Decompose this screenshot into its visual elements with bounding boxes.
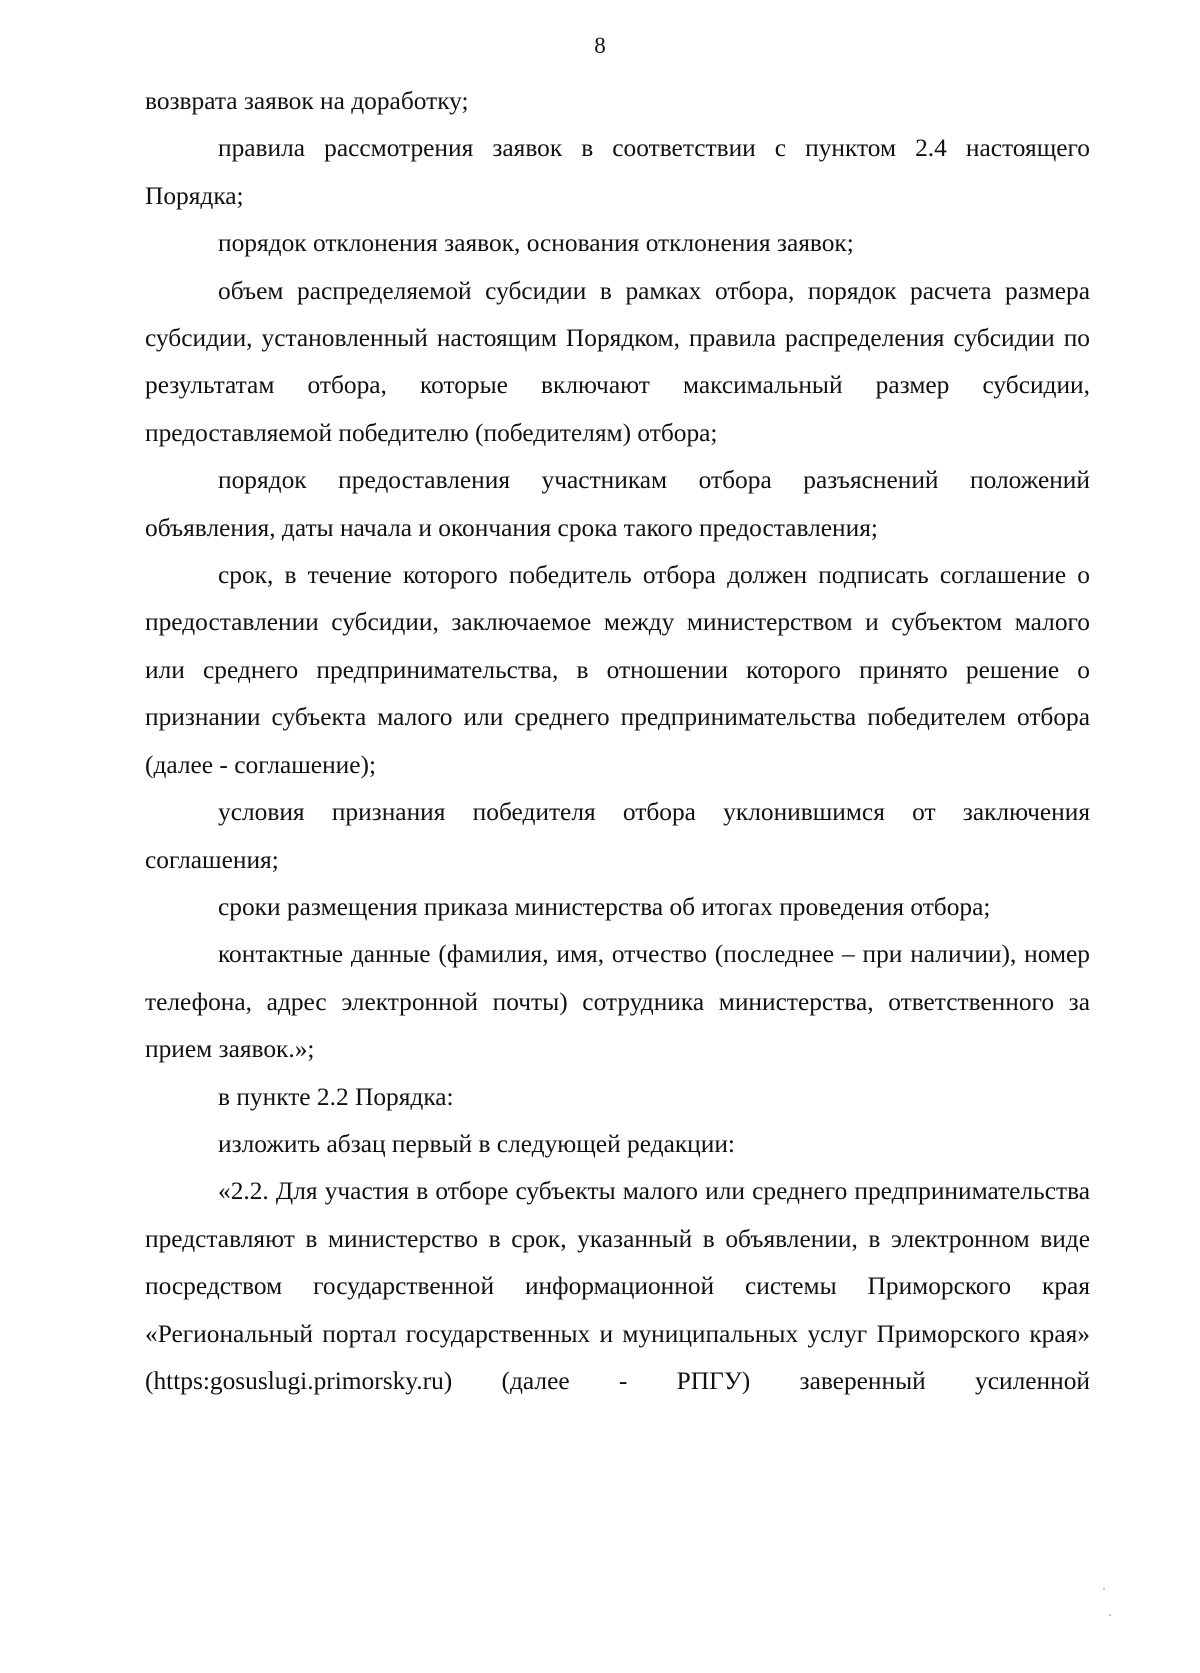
paragraph: изложить абзац первый в следующей редакции: bbox=[218, 1129, 735, 1158]
paragraph: сроки размещения приказа министерства об итогах проведения отбора; bbox=[218, 892, 991, 921]
paragraph: срок, в течение которого победитель отбора должен подписать соглашение о предоставлении субсидии, заключаемое между министерством и субъектом малого или среднего предпринимательства, в отношении которого принято решение о признании субъекта малого или среднего предпринимательства победителем отбора (далее - соглашение); bbox=[145, 561, 1090, 779]
scan-speck bbox=[1103, 1588, 1105, 1590]
paragraph: порядок отклонения заявок, основания отклонения заявок; bbox=[218, 229, 854, 258]
scan-speck bbox=[1109, 1614, 1111, 1616]
document-body bbox=[145, 78, 1090, 1405]
paragraph: условия признания победителя отбора уклонившимся от заключения соглашения; bbox=[145, 798, 1090, 874]
paragraph: порядок предоставления участникам отбора разъяснений положений объявления, даты начала и окончания срока такого предоставления; bbox=[145, 466, 1090, 542]
paragraph: контактные данные (фамилия, имя, отчество (последнее – при наличии), номер телефона, адрес электронной почты) сотрудника министерства, ответственного за прием заявок.»; bbox=[145, 940, 1090, 1064]
paragraph: возврата заявок на доработку; bbox=[145, 87, 469, 115]
paragraph: «2.2. Для участия в отборе субъекты малого или среднего предпринимательства представляют в министерство в срок, указанный в объявлении, в электронном виде посредством государственной информационной системы Приморского края «Региональный портал государственных и муниципальных услуг Приморского края» (https:gosuslugi.primorsky.ru) (далее - РПГУ) заверенный усиленной bbox=[145, 1177, 1090, 1395]
paragraph: в пункте 2.2 Порядка: bbox=[218, 1082, 454, 1111]
page-number: 8 bbox=[594, 33, 606, 58]
paragraph: объем распределяемой субсидии в рамках отбора, порядок расчета размера субсидии, установленный настоящим Порядком, правила распределения субсидии по результатам отбора, которые включают максимальный размер субсидии, предоставляемой победителю (победителям) отбора; bbox=[145, 276, 1090, 447]
paragraph: правила рассмотрения заявок в соответствии с пунктом 2.4 настоящего Порядка; bbox=[145, 134, 1090, 210]
